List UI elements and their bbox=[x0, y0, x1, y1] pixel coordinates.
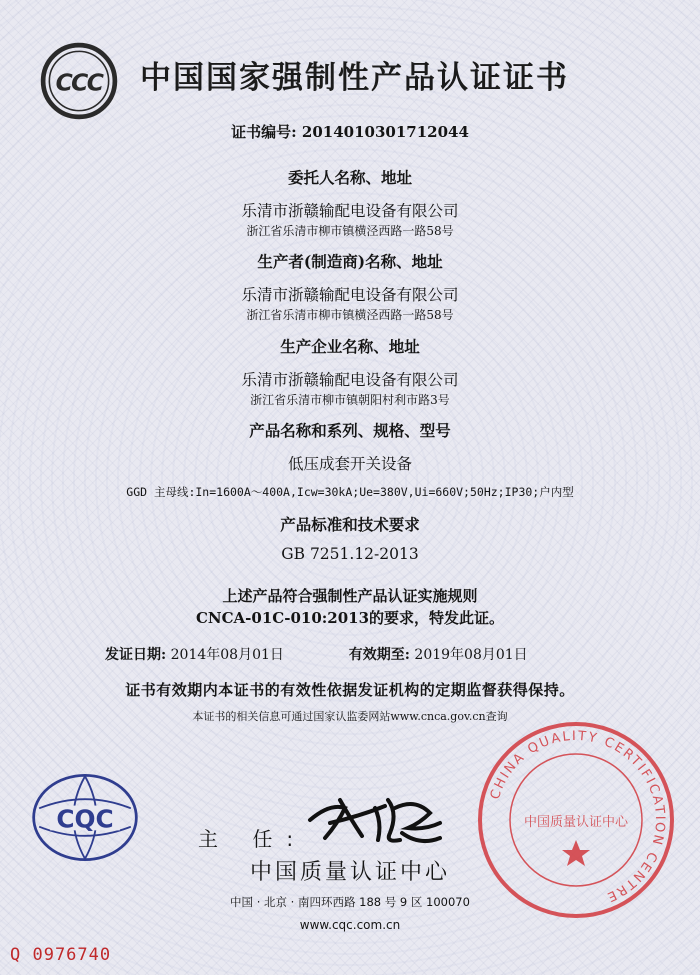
product-spec: GGD 主母线:In=1600A～400A,Icw=30kA;Ue=380V,Ui=660V;50Hz;IP30;户内型 bbox=[126, 485, 574, 499]
client-name: 乐清市浙赣输配电设备有限公司 bbox=[241, 202, 459, 220]
manufacturer-name: 乐清市浙赣输配电设备有限公司 bbox=[241, 286, 459, 304]
product-heading: 产品名称和系列、规格、型号 bbox=[249, 421, 451, 440]
factory-address: 浙江省乐清市柳市镇朝阳村利市路3号 bbox=[250, 393, 450, 407]
certificate-title: 中国国家强制性产品认证证书 bbox=[140, 60, 569, 96]
certificate-number-value: 2014010301712044 bbox=[301, 123, 469, 141]
website-note: 本证书的相关信息可通过国家认监委网站www.cnca.gov.cn查询 bbox=[192, 710, 508, 723]
conformity-line-2: CNCA-01C-010:2013的要求，特发此证。 bbox=[195, 609, 505, 627]
official-seal bbox=[476, 720, 676, 920]
product-name: 低压成套开关设备 bbox=[287, 455, 412, 473]
issuer-website: www.cqc.com.cn bbox=[299, 918, 401, 932]
conformity-statement bbox=[0, 585, 700, 629]
standard-value: GB 7251.12-2013 bbox=[281, 545, 419, 563]
certificate-dates bbox=[105, 644, 625, 664]
issue-date-label: 发证日期: bbox=[105, 647, 167, 663]
conformity-line-1: 上述产品符合强制性产品认证实施规则 bbox=[222, 587, 478, 605]
serial-number: Q 0976740 bbox=[10, 945, 112, 965]
issuer-name: 中国质量认证中心 bbox=[249, 860, 450, 885]
expiry-date-label: 有效期至: bbox=[348, 647, 410, 663]
factory-name: 乐清市浙赣输配电设备有限公司 bbox=[241, 371, 459, 389]
factory-heading: 生产企业名称、地址 bbox=[280, 337, 420, 356]
client-address: 浙江省乐清市柳市镇横泾西路一路58号 bbox=[246, 224, 454, 238]
seal-inner-text: 中国质量认证中心 bbox=[523, 815, 629, 830]
ccc-logo bbox=[40, 42, 118, 120]
certificate-number-label: 证书编号: bbox=[231, 123, 297, 141]
seal-outer-text: CHINA QUALITY CERTIFICATION CENTRE bbox=[487, 728, 668, 905]
standard-heading: 产品标准和技术要求 bbox=[280, 515, 420, 534]
issuer-address: 中国 · 北京 · 南四环西路 188 号 9 区 100070 bbox=[230, 895, 470, 909]
certificate-number bbox=[0, 121, 700, 142]
expiry-date: 2019年08月01日 bbox=[414, 647, 528, 663]
validity-statement: 证书有效期内本证书的有效性依据发证机构的定期监督获得保持。 bbox=[125, 681, 575, 699]
cqc-logo bbox=[30, 770, 140, 865]
director-label: 主 任: bbox=[198, 827, 308, 851]
director-signature bbox=[290, 778, 460, 858]
ccc-logo-text: CCC bbox=[55, 68, 103, 97]
manufacturer-heading: 生产者(制造商)名称、地址 bbox=[257, 252, 443, 271]
cqc-logo-text: CQC bbox=[56, 804, 114, 834]
client-heading: 委托人名称、地址 bbox=[287, 168, 412, 187]
manufacturer-address: 浙江省乐清市柳市镇横泾西路一路58号 bbox=[246, 308, 454, 322]
issue-date: 2014年08月01日 bbox=[170, 647, 284, 663]
